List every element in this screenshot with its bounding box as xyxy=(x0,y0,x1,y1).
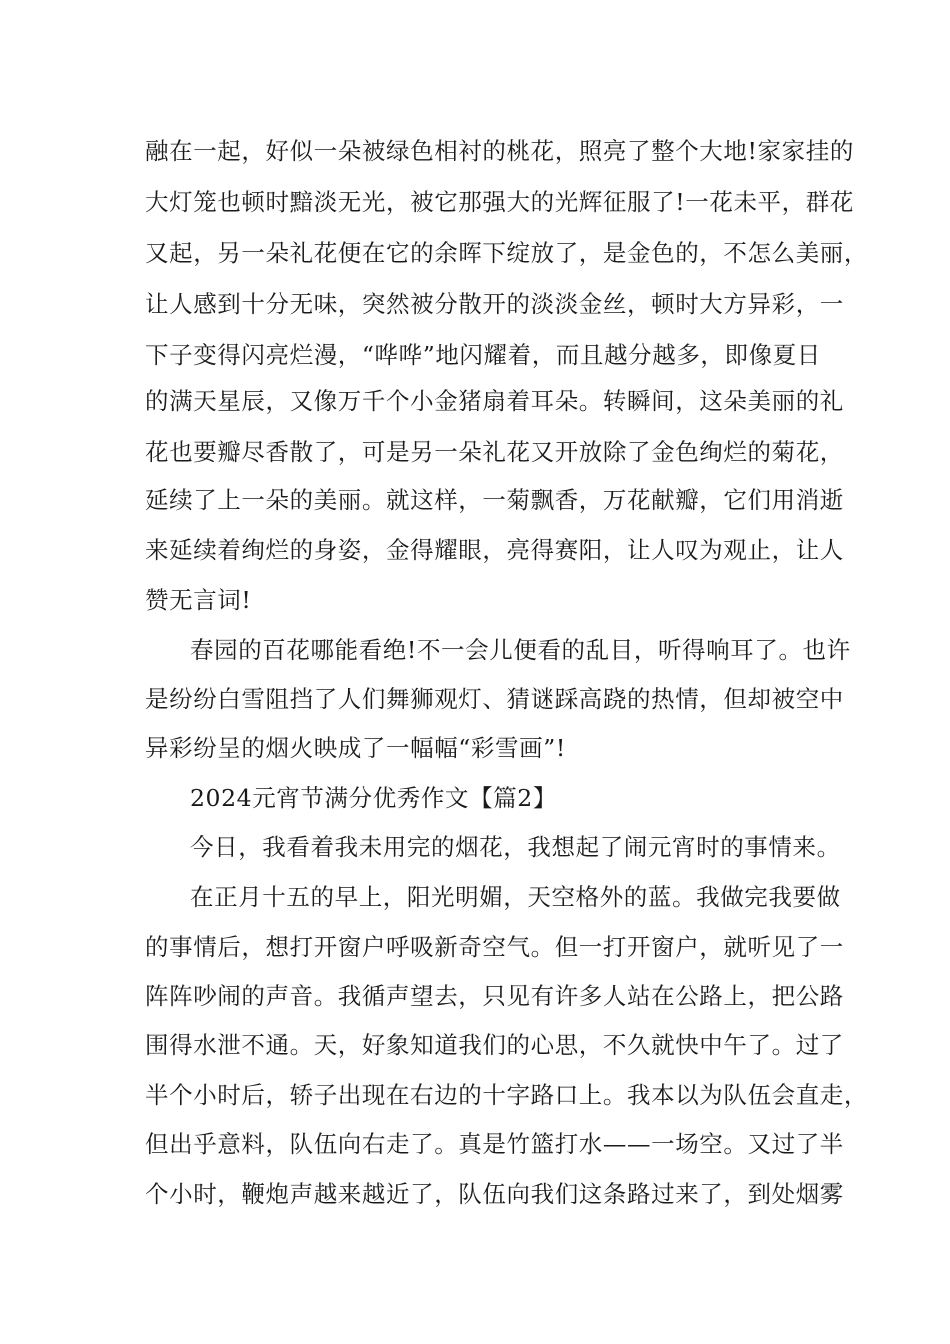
paragraph-line: 融在一起，好似一朵被绿色相衬的桃花，照亮了整个大地!家家挂的 xyxy=(145,137,854,165)
paragraph-line: 赞无言词! xyxy=(145,586,252,614)
paragraph-line: 是纷纷白雪阻挡了人们舞狮观灯、猜谜踩高跷的热情，但却被空中 xyxy=(145,685,844,713)
paragraph-line: 的满天星辰，又像万千个小金猪扇着耳朵。转瞬间，这朵美丽的礼 xyxy=(145,387,844,415)
paragraph-line: 花也要瓣尽香散了，可是另一朵礼花又开放除了金色绚烂的菊花， xyxy=(145,438,844,466)
paragraph-line: 异彩纷呈的烟火映成了一幅幅“彩雪画”! xyxy=(145,734,566,762)
paragraph-line: 延续了上一朵的美丽。就这样，一菊飘香，万花献瓣，它们用消逝 xyxy=(145,486,844,514)
paragraph-line: 的事情后，想打开窗户呼吸新奇空气。但一打开窗户，就听见了一 xyxy=(145,933,844,961)
paragraph-line: 又起，另一朵礼花便在它的余晖下绽放了，是金色的，不怎么美丽， xyxy=(145,239,868,267)
paragraph-line: 春园的百花哪能看绝!不一会儿便看的乱目，听得响耳了。也许 xyxy=(190,636,851,664)
paragraph-line: 大灯笼也顿时黯淡无光，被它那强大的光辉征服了!一花未平，群花 xyxy=(145,188,854,216)
paragraph-line: 但出乎意料，队伍向右走了。真是竹篮打水——一场空。又过了半 xyxy=(145,1130,844,1158)
paragraph-line: 阵阵吵闹的声音。我循声望去，只见有许多人站在公路上，把公路 xyxy=(145,982,844,1010)
section-heading: 2024元宵节满分优秀作文【篇2】 xyxy=(190,784,557,812)
paragraph-line: 让人感到十分无味，突然被分散开的淡淡金丝，顿时大方异彩，一 xyxy=(145,290,844,318)
paragraph-line: 个小时，鞭炮声越来越近了，队伍向我们这条路过来了，到处烟雾 xyxy=(145,1180,844,1208)
paragraph-line: 来延续着绚烂的身姿，金得耀眼，亮得赛阳，让人叹为观止，让人 xyxy=(145,536,844,564)
paragraph-line: 今日，我看着我未用完的烟花，我想起了闹元宵时的事情来。 xyxy=(190,833,841,861)
paragraph-line: 半个小时后，轿子出现在右边的十字路口上。我本以为队伍会直走， xyxy=(145,1081,868,1109)
paragraph-line: 围得水泄不通。天，好象知道我们的心思，不久就快中午了。过了 xyxy=(145,1031,844,1059)
paragraph-line: 在正月十五的早上，阳光明媚，天空格外的蓝。我做完我要做 xyxy=(190,883,841,911)
paragraph-line: 下子变得闪亮烂漫，“哗哗”地闪耀着，而且越分越多，即像夏日 xyxy=(145,341,821,369)
